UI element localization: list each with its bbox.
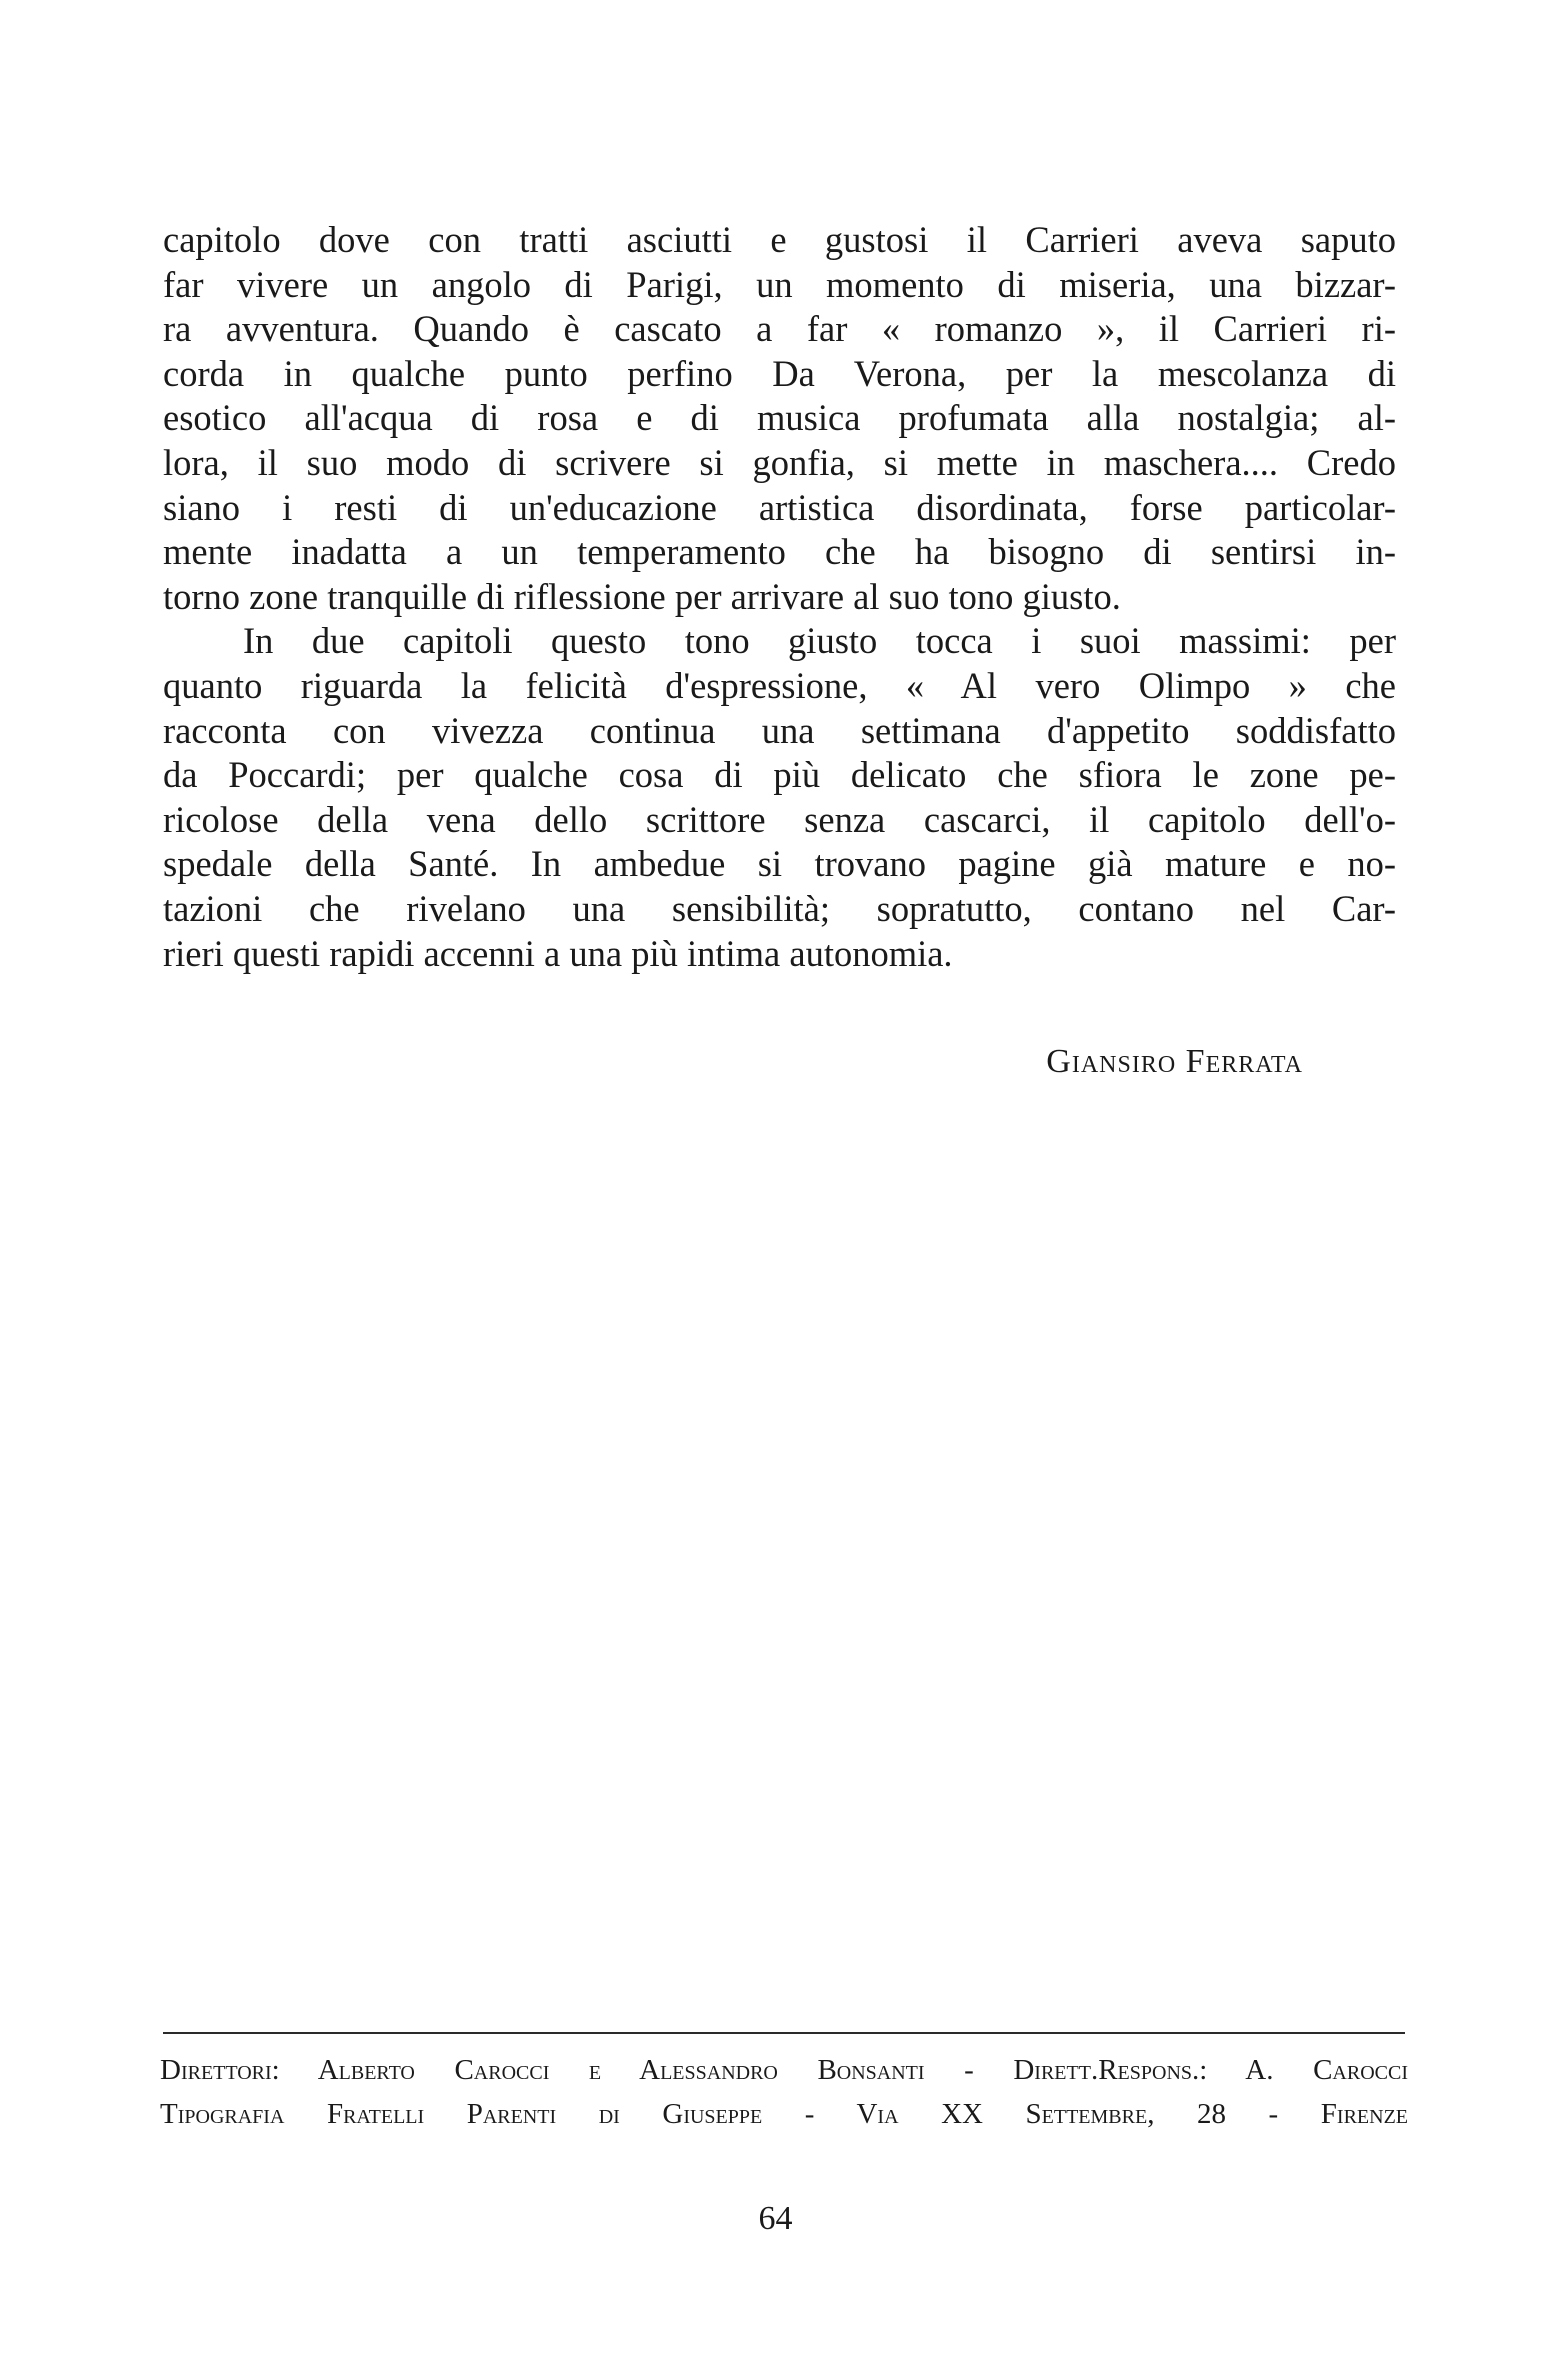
text-line: ra avventura. Quando è cascato a far « romanzo », il Carrieri ri- — [163, 308, 1396, 350]
text-line: corda in qualche punto perfino Da Verona, per la mescolanza di — [163, 352, 1396, 394]
footer-divider — [163, 2032, 1405, 2034]
author-signature: Giansiro Ferrata — [1046, 1043, 1303, 1080]
text-line: esotico all'acqua di rosa e di musica profumata alla nostalgia; al- — [163, 397, 1396, 439]
text-line: mente inadatta a un temperamento che ha bisogno di sentirsi in- — [163, 531, 1396, 573]
text-line: rieri questi rapidi accenni a una più intima autonomia. — [163, 932, 953, 974]
text-line: spedale della Santé. In ambedue si trovano pagine già mature e no- — [163, 843, 1396, 885]
text-line: da Poccardi; per qualche cosa di più delicato che sfiora le zone pe- — [163, 754, 1396, 796]
colophon-directors: Direttori: Alberto Carocci e Alessandro Bonsanti - Dirett.Respons.: A. Carocci — [160, 2054, 1408, 2086]
page-number: 64 — [758, 2200, 793, 2237]
text-line: tazioni che rivelano una sensibilità; sopratutto, contano nel Car- — [163, 887, 1396, 929]
text-line: quanto riguarda la felicità d'espressione, « Al vero Olimpo » che — [163, 664, 1396, 706]
body-text — [163, 218, 1396, 976]
text-line-paragraph-start: In due capitoli questo tono giusto tocca i suoi massimi: per — [243, 620, 1396, 662]
text-line: capitolo dove con tratti asciutti e gustosi il Carrieri aveva saputo — [163, 219, 1396, 260]
text-line: racconta con vivezza continua una settimana d'appetito soddisfatto — [163, 709, 1396, 751]
text-line: lora, il suo modo di scrivere si gonfia, si mette in maschera.... Credo — [163, 441, 1396, 483]
text-line: siano i resti di un'educazione artistica disordinata, forse particolar- — [163, 486, 1396, 528]
text-line: far vivere un angolo di Parigi, un momento di miseria, una bizzar- — [163, 263, 1396, 305]
text-line: ricolose della vena dello scrittore senza cascarci, il capitolo dell'o- — [163, 798, 1396, 840]
colophon — [160, 2048, 1408, 2136]
text-line: torno zone tranquille di riflessione per arrivare al suo tono giusto. — [163, 575, 1121, 617]
colophon-printer: Tipografia Fratelli Parenti di Giuseppe - Via XX Settembre, 28 - Firenze — [160, 2098, 1408, 2130]
